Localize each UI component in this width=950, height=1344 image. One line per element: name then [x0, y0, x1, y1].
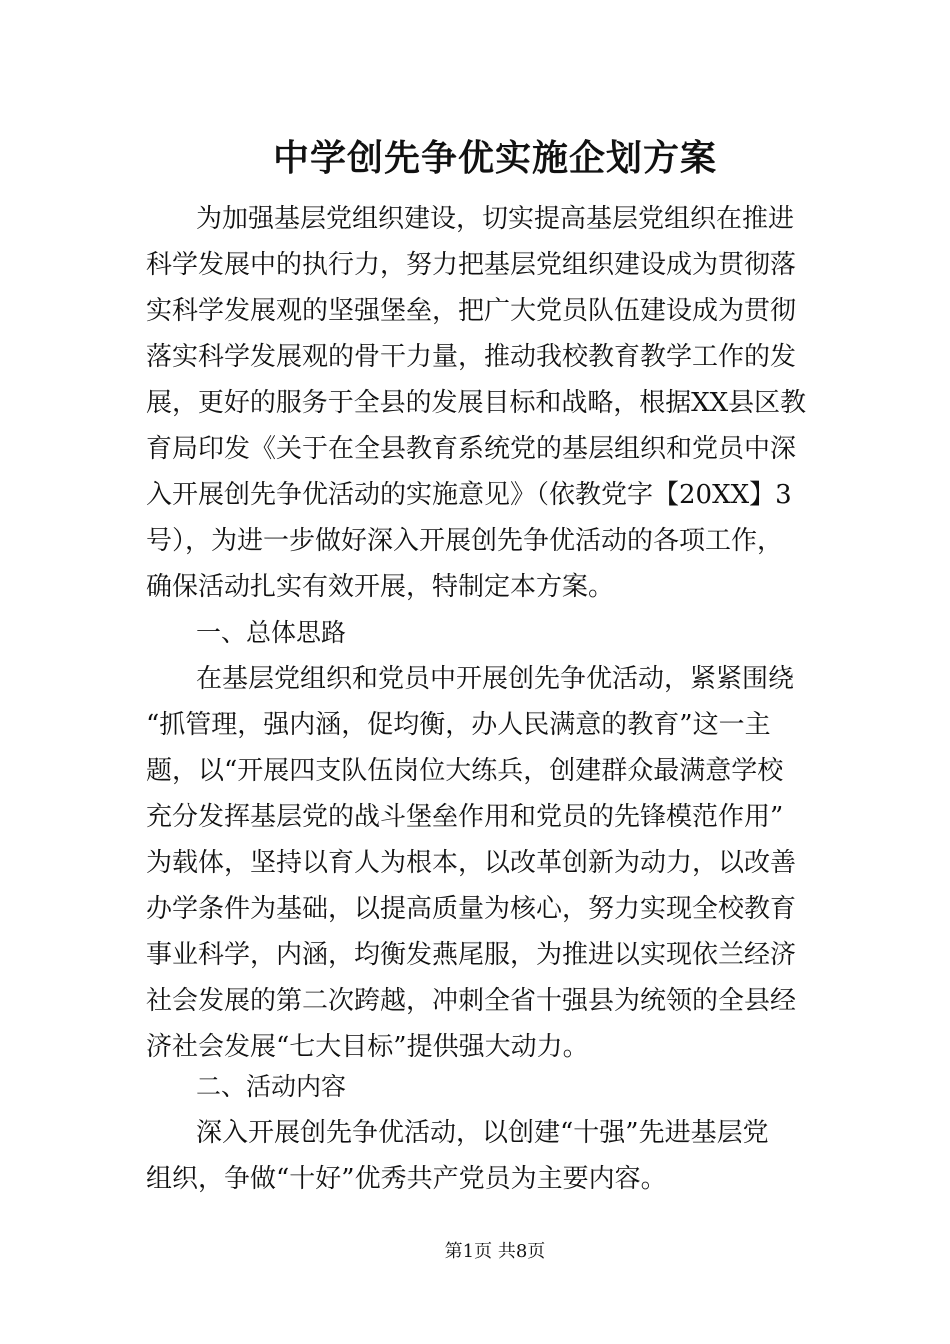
paragraph-line: 组织，争做“十好”优秀共产党员为主要内容。 — [146, 1164, 667, 1194]
paragraph-line: 济社会发展“七大目标”提供强大动力。 — [146, 1032, 589, 1062]
section-heading-activity-content: 二、活动内容 — [196, 1072, 347, 1101]
paragraph-line: 落实科学发展观的骨干力量，推动我校教育教学工作的发 — [146, 342, 797, 372]
paragraph-line: 号），为进一步做好深入开展创先争优活动的各项工作， — [146, 526, 784, 556]
paragraph-line: 展，更好的服务于全县的发展目标和战略，根据XX县区教 — [146, 388, 806, 418]
paragraph-line: 深入开展创先争优活动，以创建“十强”先进基层党 — [196, 1118, 769, 1148]
paragraph-line: 题，以“开展四支队伍岗位大练兵，创建群众最满意学校 — [146, 756, 784, 786]
paragraph-line: 为载体，坚持以育人为根本，以改革创新为动力，以改善 — [146, 848, 797, 878]
paragraph-line: 育局印发《关于在全县教育系统党的基层组织和党员中深 — [146, 434, 797, 464]
paragraph-line: 科学发展中的执行力，努力把基层党组织建设成为贯彻落 — [146, 250, 797, 280]
page-footer: 第1页 共8页 — [444, 1241, 546, 1262]
paragraph-line: 社会发展的第二次跨越，冲刺全省十强县为统领的全县经 — [146, 986, 797, 1016]
section-heading-overall-approach: 一、总体思路 — [196, 618, 347, 647]
paragraph-line: 为加强基层党组织建设，切实提高基层党组织在推进 — [196, 204, 795, 234]
paragraph-line: 实科学发展观的坚强堡垒，把广大党员队伍建设成为贯彻 — [146, 296, 797, 326]
paragraph-line: 事业科学，内涵，均衡发燕尾服，为推进以实现依兰经济 — [146, 940, 797, 970]
paragraph-line: 在基层党组织和党员中开展创先争优活动，紧紧围绕 — [196, 664, 795, 694]
paragraph-line: 办学条件为基础，以提高质量为核心，努力实现全校教育 — [146, 894, 797, 924]
paragraph-line: 充分发挥基层党的战斗堡垒作用和党员的先锋模范作用” — [146, 802, 784, 832]
paragraph-line: 入开展创先争优活动的实施意见》（依教党字【20XX】3 — [146, 480, 792, 510]
paragraph-line: “抓管理，强内涵，促均衡，办人民满意的教育”这一主 — [146, 710, 771, 740]
document-title: 中学创先争优实施企划方案 — [272, 137, 717, 179]
paragraph-line: 确保活动扎实有效开展，特制定本方案。 — [146, 572, 615, 602]
